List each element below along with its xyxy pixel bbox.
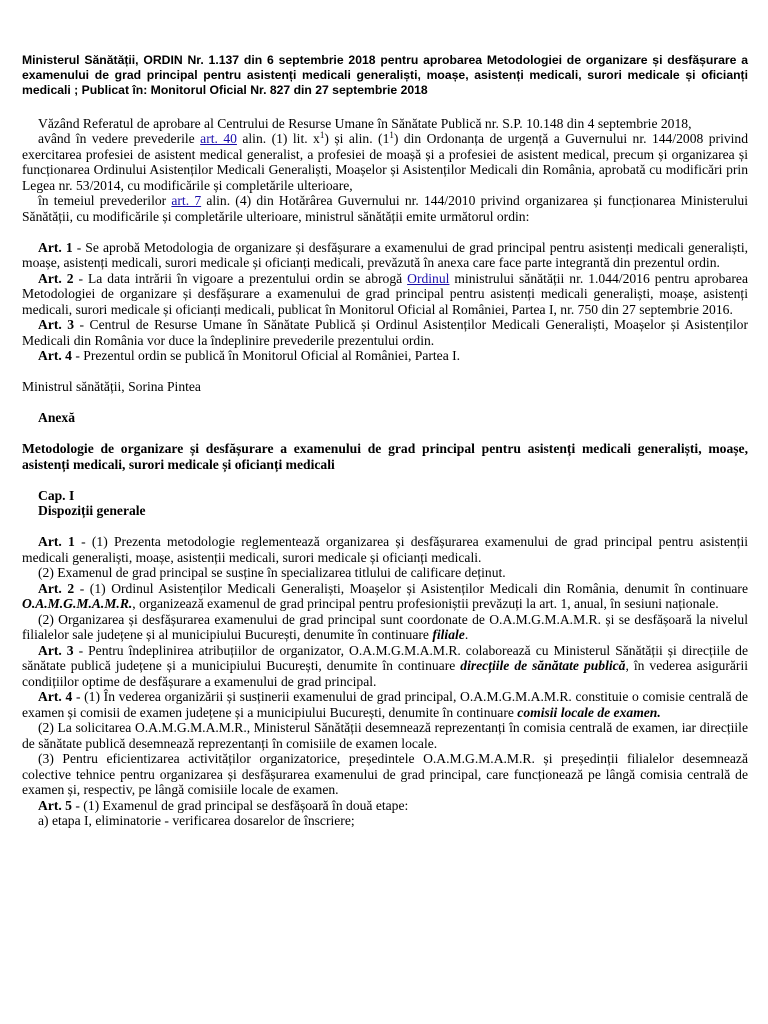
- annex-label: Anexă: [38, 410, 76, 425]
- emphasis: O.A.M.G.M.A.M.R.: [22, 596, 133, 611]
- method-article-2-par-2: [22, 612, 748, 643]
- order-article-2: [22, 271, 748, 318]
- article-text: - Se aprobă Metodologia de organizare și desfășurare a examenului de grad principal pentru asistenți medicali generaliști, moașe, asistenți medicali, surori medicale și oficianți medicali, prevăzută în anexa care face parte integrantă din prezentul ordin.: [22, 239, 748, 270]
- preamble-text: alin. (1) lit. x: [236, 131, 320, 146]
- preamble-paragraph-3: [22, 193, 748, 224]
- method-article-4: [22, 689, 748, 720]
- annex-title: Metodologie de organizare și desfășurare a examenului de grad principal pentru asistenți medicali generaliști, moașe, asistenți medicali, surori medicale și oficianți medicali: [22, 441, 748, 472]
- emphasis: filiale: [432, 627, 465, 642]
- article-text: - La data intrării în vigoare a prezentului ordin se abrogă: [73, 270, 408, 286]
- link-art-7[interactable]: art. 7: [171, 193, 202, 208]
- method-article-2: [22, 581, 748, 612]
- preamble-text: ) din Ordonanța de urgență a Guvernului nr. 144/2008 privind exercitarea profesiei de asistent medical generalist, a profesiei de moașă și a profesiei de asistent medical, precum și organizarea și funcționarea Ordinului Asistenților Medicali Generaliști, Moașelor și Asistenților Medicali din România, aprobată cu modificări prin Legea nr. 53/2014, cu modificările și completările ulterioare,: [22, 131, 749, 193]
- order-article-1: [22, 240, 748, 271]
- link-ordinul[interactable]: Ordinul: [407, 270, 450, 286]
- article-text: .: [464, 627, 469, 642]
- method-article-1-par-2: (2) Examenul de grad principal se susține în specializarea titlului de calificare deținut.: [38, 565, 506, 580]
- article-text: - (1) Examenul de grad principal se desfășoară în două etape:: [71, 797, 409, 813]
- method-article-3: [22, 643, 748, 690]
- article-label: Art. 2: [38, 580, 75, 596]
- emphasis: comisii locale de examen.: [517, 704, 661, 720]
- method-article-5: [22, 798, 748, 814]
- chapter-label: Cap. I: [38, 487, 75, 503]
- chapter-title: Dispoziții generale: [38, 503, 146, 518]
- order-article-3: [22, 317, 748, 348]
- article-text: - (1) În vederea organizării și susținerii examenului de grad principal, O.A.M.G.M.A.M.R. constituie o comisie centrală de examen și comisii de examen județene și a municipiului București, denumite în continuare: [22, 689, 748, 720]
- article-text: - Pentru îndeplinirea atribuțiilor de organizator, O.A.M.G.M.A.M.R. colaborează cu Ministerul Sănătății și direcțiile de sănătate publică județene și a municipiului București, denumite în continuare: [22, 642, 748, 673]
- method-article-4-par-3: (3) Pentru eficientizarea activităților organizatorice, președintele O.A.M.G.M.A.M.R. și președinții filialelor desemnează colective tehnice pentru organizarea și desfășurarea examenului de grad principal, care funcționează pe lângă comisia centrală de examen și, respectiv, pe lângă comisiile locale de examen.: [22, 751, 748, 797]
- article-text: , în vederea asigurării condițiilor optime de desfășurare a examenului de grad principal.: [22, 658, 748, 689]
- method-article-1: [22, 534, 748, 565]
- article-label: Art. 1: [38, 239, 73, 255]
- document-page: [22, 0, 748, 829]
- method-article-5-item-a: a) etapa I, eliminatorie - verificarea dosarelor de înscriere;: [38, 813, 355, 828]
- article-text: - (1) Ordinul Asistenților Medicali Generaliști, Moașelor și Asistenților Medicali din România, denumit în continuare: [74, 580, 748, 596]
- article-text: ministrului sănătății nr. 1.044/2016 pentru aprobarea Metodologiei de organizare și desfășurare a examenului de grad principal pentru asistenți medicali generaliști, moașe, asistenți medicali, surori medicale și oficianți medicali, publicat în Monitorul Oficial al României, Partea I, nr. 750 din 27 septembrie 2016.: [22, 270, 748, 317]
- superscript: 1: [319, 130, 325, 140]
- article-label: Art. 4: [38, 689, 73, 704]
- article-text: - Centrul de Resurse Umane în Sănătate Publică și Ordinul Asistenților Medicali Generaliști, Moașelor și Asistenților Medicali din România vor duce la îndeplinire prevederile prezentului ordin.: [22, 317, 748, 348]
- preamble-text: având în vedere prevederile: [38, 131, 201, 146]
- preamble-paragraph-2: [22, 131, 748, 193]
- article-label: Art. 3: [38, 317, 75, 332]
- preamble-text: ) și alin. (1: [324, 131, 390, 146]
- emphasis: direcțiile de sănătate publică: [460, 658, 626, 673]
- order-article-4: [22, 348, 748, 364]
- link-art-40[interactable]: art. 40: [200, 131, 237, 146]
- article-text: , organizează examenul de grad principal pentru profesioniștii prevăzuți la art. 1, anual, în sesiuni naționale.: [132, 596, 719, 611]
- article-text: - Prezentul ordin se publică în Monitorul Oficial al României, Partea I.: [71, 348, 461, 363]
- article-text: - (1) Prezenta metodologie reglementează organizarea și desfășurarea examenului de grad principal pentru asistenții medicali generaliști, moașe, asistenții medicali, surori medicale și oficianți medicali.: [22, 534, 748, 565]
- superscript: 1: [389, 130, 394, 140]
- document-header: Ministerul Sănătății, ORDIN Nr. 1.137 din 6 septembrie 2018 pentru aprobarea Metodologiei de organizare și desfășurare a examenului de grad principal pentru asistenți medicali generaliști, moașe, asistenți medicali, surori medicale și oficianți medicali ; Publicat în: Monitorul Oficial Nr. 827 din 27 septembrie 2018: [22, 53, 748, 97]
- article-label: Art. 1: [38, 534, 75, 549]
- article-label: Art. 2: [38, 270, 74, 286]
- preamble-text: în temeiul prevederilor: [38, 193, 172, 208]
- article-label: Art. 3: [38, 642, 74, 658]
- article-label: Art. 5: [38, 797, 72, 813]
- preamble-paragraph-1: Văzând Referatul de aprobare al Centrului de Resurse Umane în Sănătate Publică nr. S.P. 10.148 din 4 septembrie 2018,: [38, 115, 692, 131]
- preamble-text: alin. (4) din Hotărârea Guvernului nr. 144/2010 privind organizarea și funcționarea Ministerului Sănătății, cu modificările și completările ulterioare, ministrul sănătății emite următorul ordin:: [22, 193, 748, 224]
- signature: Ministrul sănătății, Sorina Pintea: [22, 379, 201, 394]
- article-text: (2) Organizarea și desfășurarea examenului de grad principal sunt coordonate de O.A.M.G.M.A.M.R. și se desfășoară la nivelul filialelor sale județene și al municipiului București, denumite în continuare: [22, 611, 748, 642]
- method-article-4-par-2: (2) La solicitarea O.A.M.G.M.A.M.R., Ministerul Sănătății desemnează reprezentanți în comisia centrală de examen, iar direcțiile de sănătate publică desemnează reprezentanți în comisiile de examen locale.: [22, 720, 748, 751]
- article-label: Art. 4: [38, 348, 72, 363]
